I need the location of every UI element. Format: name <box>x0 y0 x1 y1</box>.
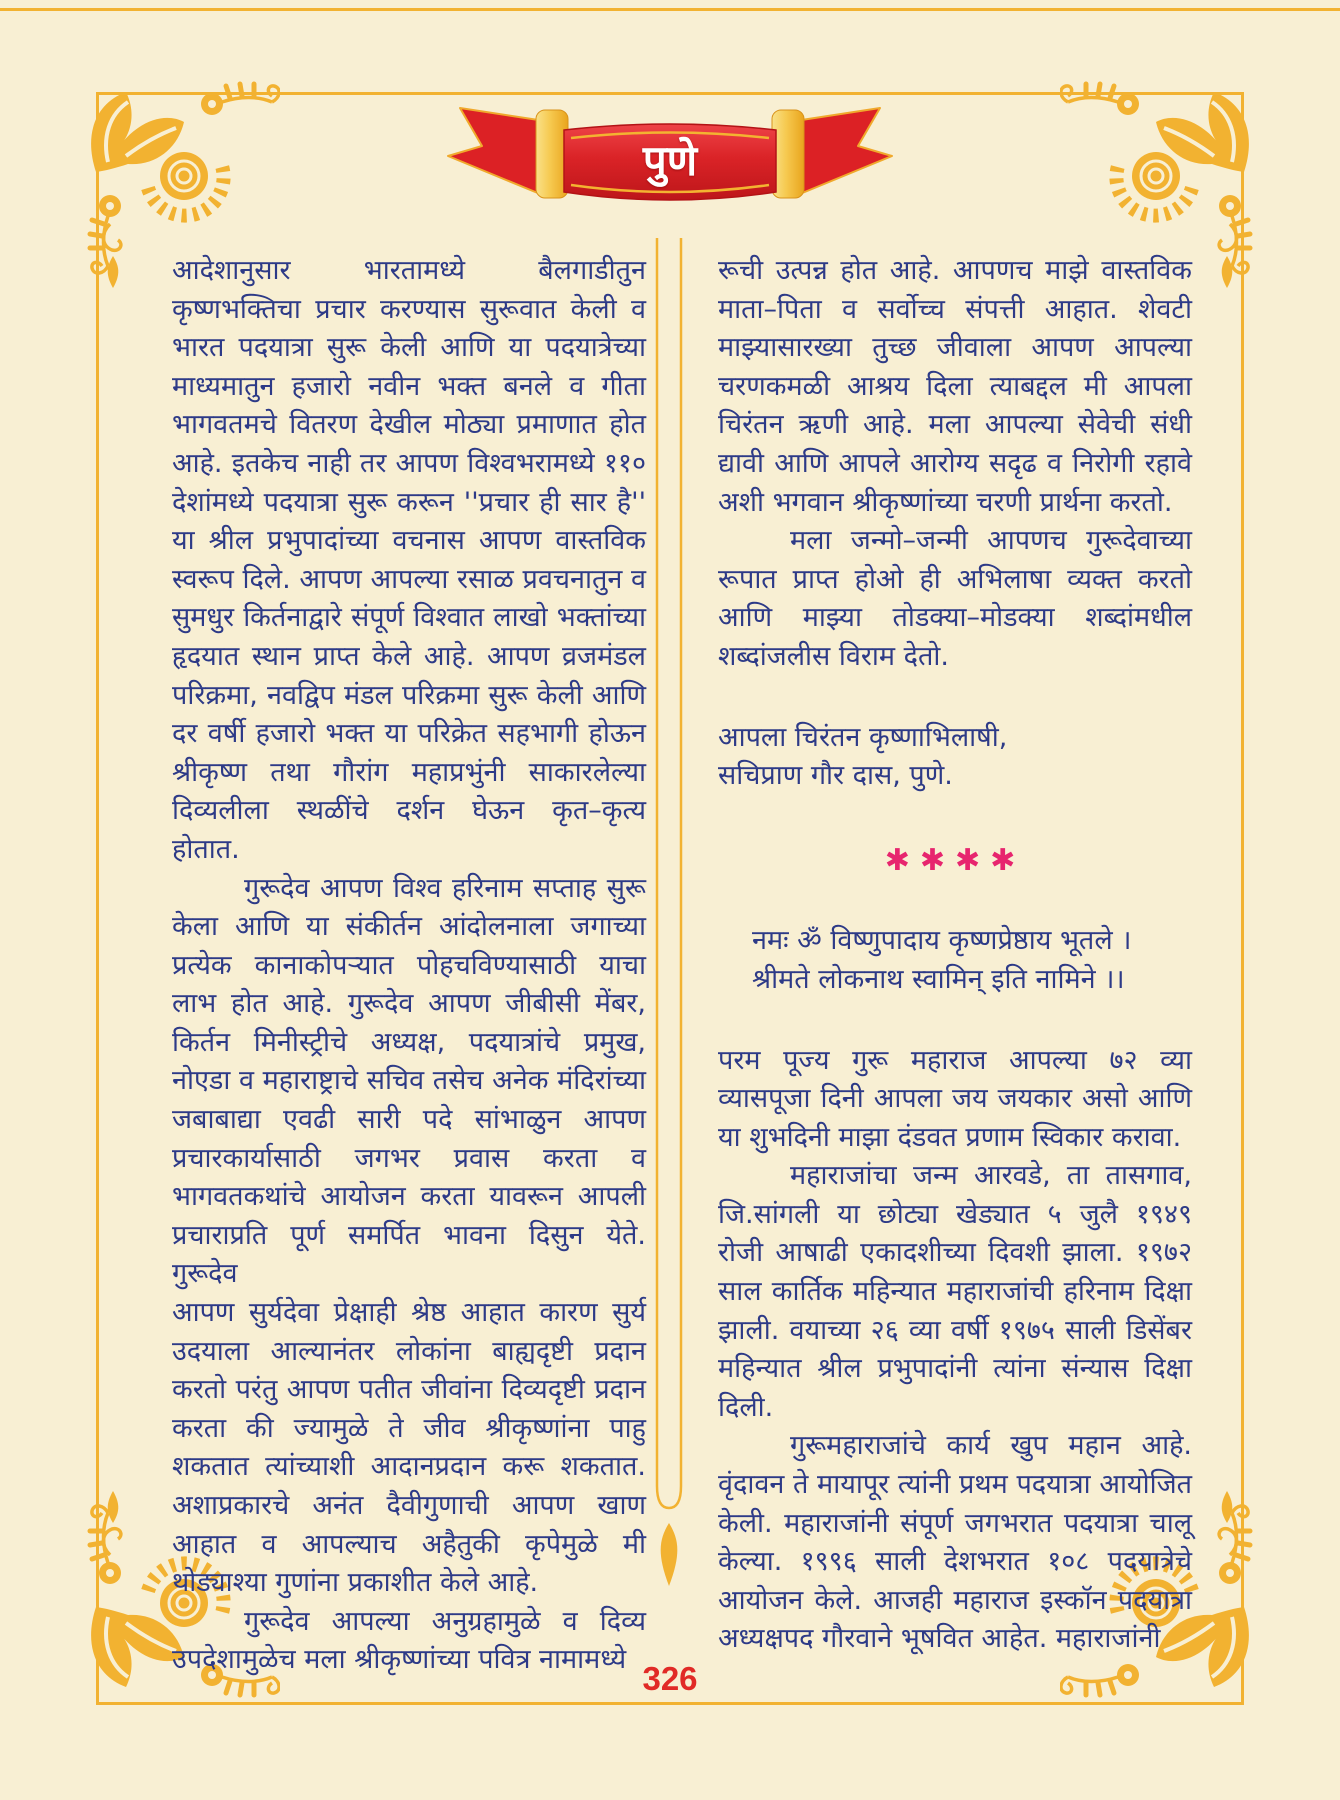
text-line: माध्यमातुन हजारो नवीन भक्त बनले व गीता <box>172 370 646 402</box>
text-line: चरणकमळी आश्रय दिला त्याबद्दल मी आपला <box>718 370 1192 402</box>
text-line: करता की ज्यामुळे ते जीव श्रीकृष्णांना पाहु <box>172 1412 646 1444</box>
text-block-asterisks <box>718 842 1192 881</box>
text-line: प्रचारकार्यासाठी जगभर प्रवास करता व <box>172 1142 646 1174</box>
text-line: भागवतकथांचे आयोजन करता यावरून आपली <box>172 1181 646 1213</box>
text-line: जबाबाद्या एवढी सारी पदे सांभाळुन आपण <box>172 1104 646 1136</box>
text-line: केला आणि या संकीर्तन आंदोलनाला जगाच्या <box>172 911 646 943</box>
pen-nib-divider <box>645 238 693 1590</box>
text-line: भागवतमचे वितरण देखील मोठ्या प्रमाणात होत <box>172 409 646 441</box>
text-line: थोड्याश्या गुणांना प्रकाशीत केले आहे. <box>172 1567 539 1599</box>
text-line: आहे. इतकेच नाही तर आपण विश्वभरामध्ये ११० <box>172 447 646 479</box>
text-block-para <box>172 252 646 870</box>
text-line: आपण सुर्यदेवा प्रेक्षाही श्रेष्ठ आहात कारण सुर्य <box>172 1297 646 1329</box>
text-line: अशाप्रकारचे अनंत दैवीगुणाची आपण खाण <box>172 1490 646 1521</box>
text-line: मला जन्मो–जन्मी आपणच गुरूदेवाच्या <box>790 525 1192 557</box>
text-line: झाली. वयाच्या २६ व्या वर्षी १९७५ साली डिसेंबर <box>718 1314 1192 1346</box>
text-line: द्यावी आणि आपले आरोग्य सदृढ व निरोगी रहावे <box>718 447 1192 479</box>
text-line: नोएडा व महाराष्ट्राचे सचिव तसेच अनेक मंदिरांच्या <box>172 1065 646 1097</box>
text-line: दिली. <box>718 1391 774 1423</box>
text-line: आयोजन केले. आजही महाराज इस्कॉन पदयात्रा <box>718 1584 1192 1616</box>
text-block-para <box>718 1427 1192 1659</box>
text-line: परिक्रमा, नवद्विप मंडल परिक्रमा सुरू केली आणि <box>172 679 646 711</box>
text-block-para <box>718 252 1192 522</box>
text-line: प्रत्येक कानाकोपऱ्यात पोहचविण्यासाठी याचा <box>172 949 646 981</box>
text-line: उपदेशामुळेच मला श्रीकृष्णांच्या पवित्र नामामध्ये <box>172 1644 627 1676</box>
text-line: श्रीमते लोकनाथ स्वामिन् इति नामिने ।। <box>752 963 1125 995</box>
text-block-para <box>718 1157 1192 1427</box>
text-line: दर वर्षी हजारो भक्त या परिक्रेत सहभागी होऊन <box>172 718 646 750</box>
text-line: माझ्यासारख्या तुच्छ जीवाला आपण आपल्या <box>718 332 1192 364</box>
text-line: करतो परंतु आपण पतीत जीवांना दिव्यदृष्टी प्रदान <box>172 1374 646 1406</box>
text-line: गुरूमहाराजांचे कार्य खुप महान आहे. <box>790 1430 1192 1462</box>
text-line: या श्रील प्रभुपादांच्या वचनास आपण वास्तविक <box>172 525 646 557</box>
page-number: 326 <box>642 1660 698 1697</box>
text-line: होतात. <box>172 833 240 865</box>
text-line: वृंदावन ते मायापूर त्यांनी प्रथम पदयात्रा आयोजित <box>718 1469 1192 1501</box>
text-line: भारत पदयात्रा सुरू केली आणि या पदयात्रेच्या <box>172 332 646 364</box>
text-block-signature <box>718 719 1192 796</box>
text-line: रूची उत्पन्न होत आहे. आपणच माझे वास्तविक <box>718 255 1192 286</box>
text-line: नमः ॐ विष्णुपादाय कृष्णप्रेष्ठाय भूतले । <box>752 925 1132 957</box>
text-line: या शुभदिनी माझा दंडवत प्रणाम स्विकार करावा. <box>718 1121 1182 1153</box>
text-line: व्यासपूजा दिनी आपला जय जयकार असो आणि <box>718 1083 1192 1115</box>
text-line: कृष्णभक्तिचा प्रचार करण्यास सुरूवात केली व <box>172 293 646 325</box>
text-line: आपला चिरंतन कृष्णाभिलाषी, <box>718 721 1008 753</box>
text-line: किर्तन मिनीस्ट्रीचे अध्यक्ष, पदयात्रांचे प्रमुख, <box>172 1026 646 1058</box>
text-line: केल्या. १९९६ साली देशभरात १०८ पदयात्रेचे <box>718 1546 1192 1578</box>
text-line: महिन्यात श्रील प्रभुपादांनी त्यांना संन्यास दिक्षा <box>718 1353 1192 1385</box>
text-line: लाभ होत आहे. गुरूदेव आपण जीबीसी मेंबर, <box>172 988 646 1020</box>
text-line: माता–पिता व सर्वोच्च संपत्ती आहात. शेवटी <box>718 293 1192 325</box>
text-line: परम पूज्य गुरू महाराज आपल्या ७२ व्या <box>718 1044 1192 1076</box>
text-block-para <box>718 1042 1192 1158</box>
text-line: हृदयात स्थान प्राप्त केले आहे. आपण व्रजमंडल <box>172 640 646 672</box>
text-line: चिरंतन ऋणी आहे. मला आपल्या सेवेची संधी <box>718 409 1192 441</box>
text-line: प्रचाराप्रति पूर्ण समर्पित भावना दिसुन येते. गुरूदेव <box>172 1219 646 1290</box>
text-line: अध्यक्षपद गौरवाने भूषवित आहेत. महाराजांनी <box>718 1623 1161 1655</box>
page-title: पुणे <box>642 136 698 185</box>
text-line: महाराजांचा जन्म आरवडे, ता तासगाव, <box>790 1160 1192 1192</box>
text-line: श्रीकृष्ण तथा गौरांग महाप्रभुंनी साकारलेल्या <box>172 756 646 788</box>
text-line: जि.सांगली या छोट्या खेड्यात ५ जुलै १९४९ <box>718 1198 1192 1230</box>
text-line: ✱✱✱✱ <box>884 842 1026 878</box>
text-line: आहात व आपल्याच अहैतुकी कृपेमुळे मी <box>172 1528 646 1560</box>
text-line: केली. महाराजांनी संपूर्ण जगभरात पदयात्रा चालू <box>718 1507 1192 1539</box>
text-block-shloka <box>718 922 1192 999</box>
title-ribbon <box>430 96 910 211</box>
text-line: अशी भगवान श्रीकृष्णांच्या चरणी प्रार्थना करतो. <box>718 486 1173 518</box>
text-line: आदेशानुसार भारतामध्ये बैलगाडीतुन <box>172 255 646 286</box>
left-text-column <box>172 252 646 1680</box>
text-line: स्वरूप दिले. आपण आपल्या रसाळ प्रवचनातुन व <box>172 563 646 595</box>
text-line: शब्दांजलीस विराम देतो. <box>718 640 949 672</box>
text-line: साल कार्तिक महिन्यात महाराजांची हरिनाम दिक्षा <box>718 1276 1192 1308</box>
text-line: रोजी आषाढी एकादशीच्या दिवशी झाला. १९७२ <box>718 1237 1192 1269</box>
text-line: आणि माझ्या तोडक्या–मोडक्या शब्दांमधील <box>718 602 1192 634</box>
text-line: रूपात प्राप्त होओ ही अभिलाषा व्यक्त करतो <box>718 563 1192 595</box>
text-line: शकतात त्यांच्याशी आदानप्रदान करू शकतात. <box>172 1451 646 1483</box>
text-block-para <box>172 870 646 1603</box>
outer-border-line <box>0 8 1340 11</box>
text-block-para <box>718 522 1192 676</box>
text-line: गुरूदेव आपल्या अनुग्रहामुळे व दिव्य <box>244 1605 646 1637</box>
text-line: सचिप्राण गौर दास, पुणे. <box>718 760 953 792</box>
text-line: उदयाला आल्यानंतर लोकांना बाह्यदृष्टी प्रदान <box>172 1335 646 1367</box>
text-line: गुरूदेव आपण विश्व हरिनाम सप्ताह सुरू <box>244 872 646 904</box>
text-line: दिव्यलीला स्थळींचे दर्शन घेऊन कृत–कृत्य <box>172 795 646 827</box>
right-text-column <box>718 252 1192 1659</box>
text-line: सुमधुर किर्तनाद्वारे संपूर्ण विश्वात लाखो भक्तांच्या <box>172 602 646 634</box>
text-line: देशांमध्ये पदयात्रा सुरू करून ''प्रचार ही सार है'' <box>172 486 646 518</box>
